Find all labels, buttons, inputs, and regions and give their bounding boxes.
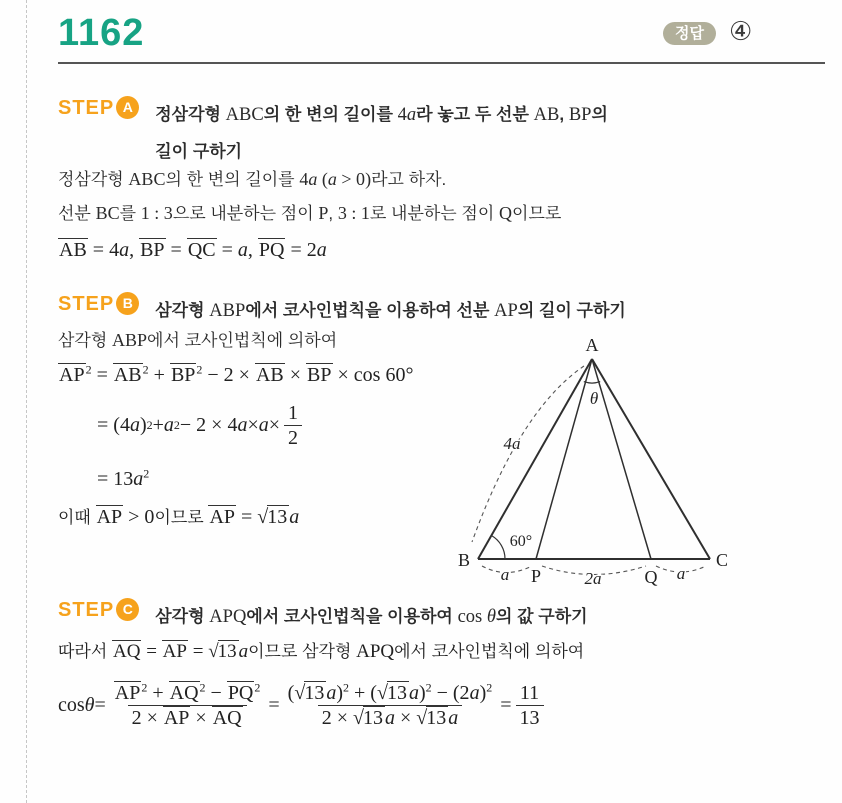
header-rule (58, 62, 825, 64)
fraction-symbolic (110, 681, 265, 730)
body-text: 으로 내분하는 점이 (172, 204, 319, 223)
math-text: + (147, 681, 169, 704)
superscript: 2 (254, 679, 261, 694)
math-text: × cos 60° (332, 364, 414, 386)
step-c-title (155, 598, 815, 635)
problem-number: 1162 (58, 12, 145, 54)
overline-AQ: AQ (169, 681, 199, 704)
fraction-denominator (318, 705, 463, 730)
superscript: 2 (142, 362, 149, 377)
math-variable: a (448, 706, 459, 729)
body-text: 에서 코사인법칙에 의하여 (394, 642, 585, 661)
math-text: ABP (209, 300, 246, 321)
math-text: ABC (128, 169, 166, 189)
radical-sign: √ (257, 506, 269, 528)
step-label: STEP (58, 97, 115, 119)
math-text: ( (317, 169, 328, 189)
overline-PQ: PQ (258, 239, 285, 261)
math-text: = (268, 693, 280, 716)
triangle-figure (450, 330, 750, 592)
title-text: 삼각형 (155, 301, 210, 320)
math-variable: a (384, 706, 395, 729)
math-text: = (91, 364, 113, 386)
math-text: BC (95, 203, 120, 223)
equation-segments (58, 238, 327, 262)
equation-expanded: = (4 a ) 2 + a 2 − 2 × 4 a × a × $\frac{1}{2}$ (97, 398, 306, 452)
body-text: 선분 (58, 204, 96, 223)
fraction-denominator: 2 (284, 425, 302, 450)
point-label-q: Q (644, 567, 658, 587)
fraction-numerator (110, 681, 265, 705)
vertex-label-a: A (585, 335, 599, 355)
angle-label-60: 60° (509, 533, 533, 550)
math-text: − (205, 681, 227, 704)
math-text: , (129, 239, 140, 261)
math-variable: a (238, 641, 249, 662)
vertex-label-b: B (457, 550, 471, 570)
radicand: 13 (426, 706, 447, 729)
math-text: × (284, 364, 307, 386)
math-text: = (187, 641, 209, 662)
math-variable: a (327, 169, 337, 189)
math-variable: a (129, 413, 140, 436)
math-text: > 0) (336, 169, 372, 189)
math-variable: a (408, 681, 419, 704)
math-text: APQ (356, 641, 395, 662)
math-text: = (4 (97, 413, 130, 436)
overline-BP: BP (170, 364, 196, 386)
step-a-title (155, 96, 815, 170)
math-text: − 2 × 4 (179, 413, 238, 436)
math-text: = (216, 239, 238, 261)
math-text: P (318, 203, 329, 223)
math-text: − 2 × (202, 364, 255, 386)
math-variable: a (406, 104, 417, 125)
fraction-numerator: 11 (519, 681, 540, 704)
title-text: 에서 코사인법칙을 이용하여 선분 (245, 301, 495, 320)
angle-60-arc (491, 536, 505, 560)
vertex-label-c: C (715, 550, 729, 570)
math-text: cos (457, 606, 487, 627)
superscript: 2 (141, 679, 148, 694)
radical-sign: √ (416, 706, 428, 729)
step-a-heading (58, 96, 815, 170)
math-text: = (236, 506, 258, 528)
title-text: 에서 코사인법칙을 이용하여 (246, 607, 458, 626)
equation-result (97, 468, 149, 491)
math-text: Q (499, 203, 513, 223)
overline-PQ: PQ (227, 681, 254, 704)
math-text: ) (479, 681, 487, 704)
radicand: 13 (386, 681, 407, 704)
math-variable: a (133, 468, 144, 490)
point-label-p: P (530, 566, 542, 586)
overline-AP: AP (96, 506, 123, 528)
edge-ac (589, 359, 710, 559)
paragraph (58, 328, 337, 353)
superscript: 2 (199, 679, 206, 694)
theta-angle-arc (584, 382, 600, 383)
side-length-label-4a: 4a (503, 434, 521, 453)
radicand: 13 (267, 506, 288, 528)
math-variable: a (119, 239, 130, 261)
superscript: 2 (486, 679, 493, 694)
superscript: 2 (85, 362, 92, 377)
equation-ap-value (58, 503, 299, 529)
equation-cos-theta (58, 672, 548, 738)
title-text: 의 값 구하기 (496, 607, 588, 626)
overline-AP: AP (162, 641, 187, 662)
math-text: , (247, 239, 258, 261)
math-text: AP (494, 300, 518, 321)
math-text: ABC (225, 104, 264, 125)
title-text: 의 한 변의 길이를 (263, 105, 398, 124)
math-variable: a (163, 413, 174, 436)
angle-label-theta: θ (589, 389, 599, 408)
body-text: 삼각형 (58, 331, 112, 350)
math-variable: θ (84, 693, 95, 716)
math-text: × (247, 413, 259, 436)
body-text: 로 내분하는 점이 (369, 204, 499, 223)
math-text: ) (418, 681, 426, 704)
math-variable: a (316, 239, 327, 261)
math-text: 4 (299, 169, 309, 189)
math-variable: θ (486, 606, 497, 627)
overline-AP: AP (59, 364, 85, 386)
math-text: × (190, 706, 212, 729)
math-variable: a (326, 681, 337, 704)
math-text: AB (533, 104, 560, 125)
radical-sign: √ (352, 706, 364, 729)
math-text: + ( (349, 681, 377, 704)
title-text-line2: 길이 구하기 (155, 142, 243, 161)
overline-AP: AP (163, 706, 190, 729)
title-text: 라 놓고 두 선분 (416, 105, 534, 124)
overline-AP: AP (209, 506, 236, 528)
dashed-arc-4a (472, 366, 584, 542)
step-b-heading (58, 292, 815, 329)
overline-AB: AB (255, 364, 284, 386)
math-variable: a (237, 239, 248, 261)
body-text: 정삼각형 (58, 170, 129, 189)
step-label: STEP (58, 599, 115, 621)
left-dashed-divider (26, 0, 27, 803)
cevian-ap (536, 359, 592, 559)
overline-AQ: AQ (212, 706, 242, 729)
title-text: 의 (591, 105, 608, 124)
step-a-letter-badge: A (116, 96, 139, 119)
radical-sign: √ (376, 681, 388, 704)
radicand: 13 (217, 641, 237, 662)
math-text: ) (139, 413, 147, 436)
overline-AQ: AQ (113, 641, 141, 662)
math-text: × (394, 706, 417, 729)
fraction-denominator (128, 705, 247, 730)
fraction-result (516, 681, 544, 730)
paragraph (58, 201, 561, 226)
overline-AP: AP (114, 681, 141, 704)
superscript: 2 (196, 362, 203, 377)
step-b-title (155, 292, 815, 329)
overline-AB: AB (59, 239, 87, 261)
math-text: = (141, 641, 162, 662)
body-text: 이므로 삼각형 (248, 642, 357, 661)
title-text: 정삼각형 (155, 105, 226, 124)
paragraph-conclusion (58, 637, 584, 663)
step-c-heading (58, 598, 815, 635)
superscript: 2 (143, 466, 150, 481)
math-text: + (152, 413, 164, 436)
body-text: 에서 코사인법칙에 의하여 (147, 331, 338, 350)
body-text: 이므로 (154, 508, 209, 527)
body-text: 이때 (58, 508, 96, 527)
segment-label-a2: a (676, 564, 686, 583)
fraction-numerator: 1 (288, 401, 299, 424)
superscript: 2 (343, 679, 349, 694)
title-text: 의 길이 구하기 (517, 301, 626, 320)
math-text: − (2 (431, 681, 470, 704)
math-variable: a (237, 413, 248, 436)
math-text: = (500, 693, 512, 716)
radicand: 13 (362, 706, 383, 729)
superscript: 2 (425, 679, 432, 694)
radical-sign: √ (208, 641, 219, 662)
math-text: × (268, 413, 281, 436)
step-label: STEP (58, 293, 115, 315)
math-text: = 2 (285, 239, 317, 261)
body-text: 이므로 (512, 204, 562, 223)
math-variable: a (258, 413, 269, 436)
math-text: > 0 (123, 506, 155, 528)
body-text: 라고 하자. (371, 170, 447, 189)
segment-label-a1: a (500, 565, 510, 584)
math-text: 3 : 1 (337, 203, 370, 223)
math-text: ABP (112, 330, 148, 350)
overline-BP: BP (307, 364, 332, 386)
math-variable: a (289, 506, 300, 528)
math-text: + (148, 364, 170, 386)
math-text: 4 (397, 104, 407, 125)
math-text: APQ (209, 606, 247, 627)
answer-badge: 정답 (663, 22, 716, 45)
title-text: 삼각형 (155, 607, 210, 626)
overline-QC: QC (187, 239, 216, 261)
radicand: 13 (304, 681, 325, 704)
body-text: 의 한 변의 길이를 (165, 170, 300, 189)
body-text: , (328, 204, 338, 223)
math-text: ) (336, 681, 343, 704)
segment-label-2a: 2a (584, 569, 602, 588)
overline-AB: AB (113, 364, 142, 386)
math-text: cos (58, 693, 85, 716)
paragraph (58, 167, 446, 192)
math-variable: a (308, 169, 318, 189)
math-text: 1 : 3 (140, 203, 173, 223)
equation-cosine-law (58, 363, 413, 387)
step-b-letter-badge: B (116, 292, 139, 315)
math-text: = 4 (87, 239, 120, 261)
math-text: 2 × (131, 706, 163, 729)
fraction-numeric (284, 681, 497, 730)
fraction-denominator: 13 (516, 705, 544, 730)
body-text: 를 (119, 204, 141, 223)
cevian-aq (589, 359, 651, 559)
fraction-one-half (284, 401, 302, 450)
math-text: = (165, 239, 187, 261)
overline-BP: BP (140, 239, 165, 261)
math-text: = (94, 693, 106, 716)
fraction-numerator (284, 681, 497, 705)
answer-choice-circled-4: ④ (729, 17, 753, 47)
math-text: BP (568, 104, 592, 125)
math-text: ( (287, 681, 295, 704)
body-text: 따라서 (58, 642, 112, 661)
math-text: = 13 (97, 468, 134, 490)
step-c-letter-badge: C (116, 598, 139, 621)
math-text: 2 × (321, 706, 353, 729)
radical-sign: √ (294, 681, 306, 704)
edge-ab (478, 359, 592, 559)
math-variable: a (469, 681, 480, 704)
title-text: , (559, 105, 569, 124)
